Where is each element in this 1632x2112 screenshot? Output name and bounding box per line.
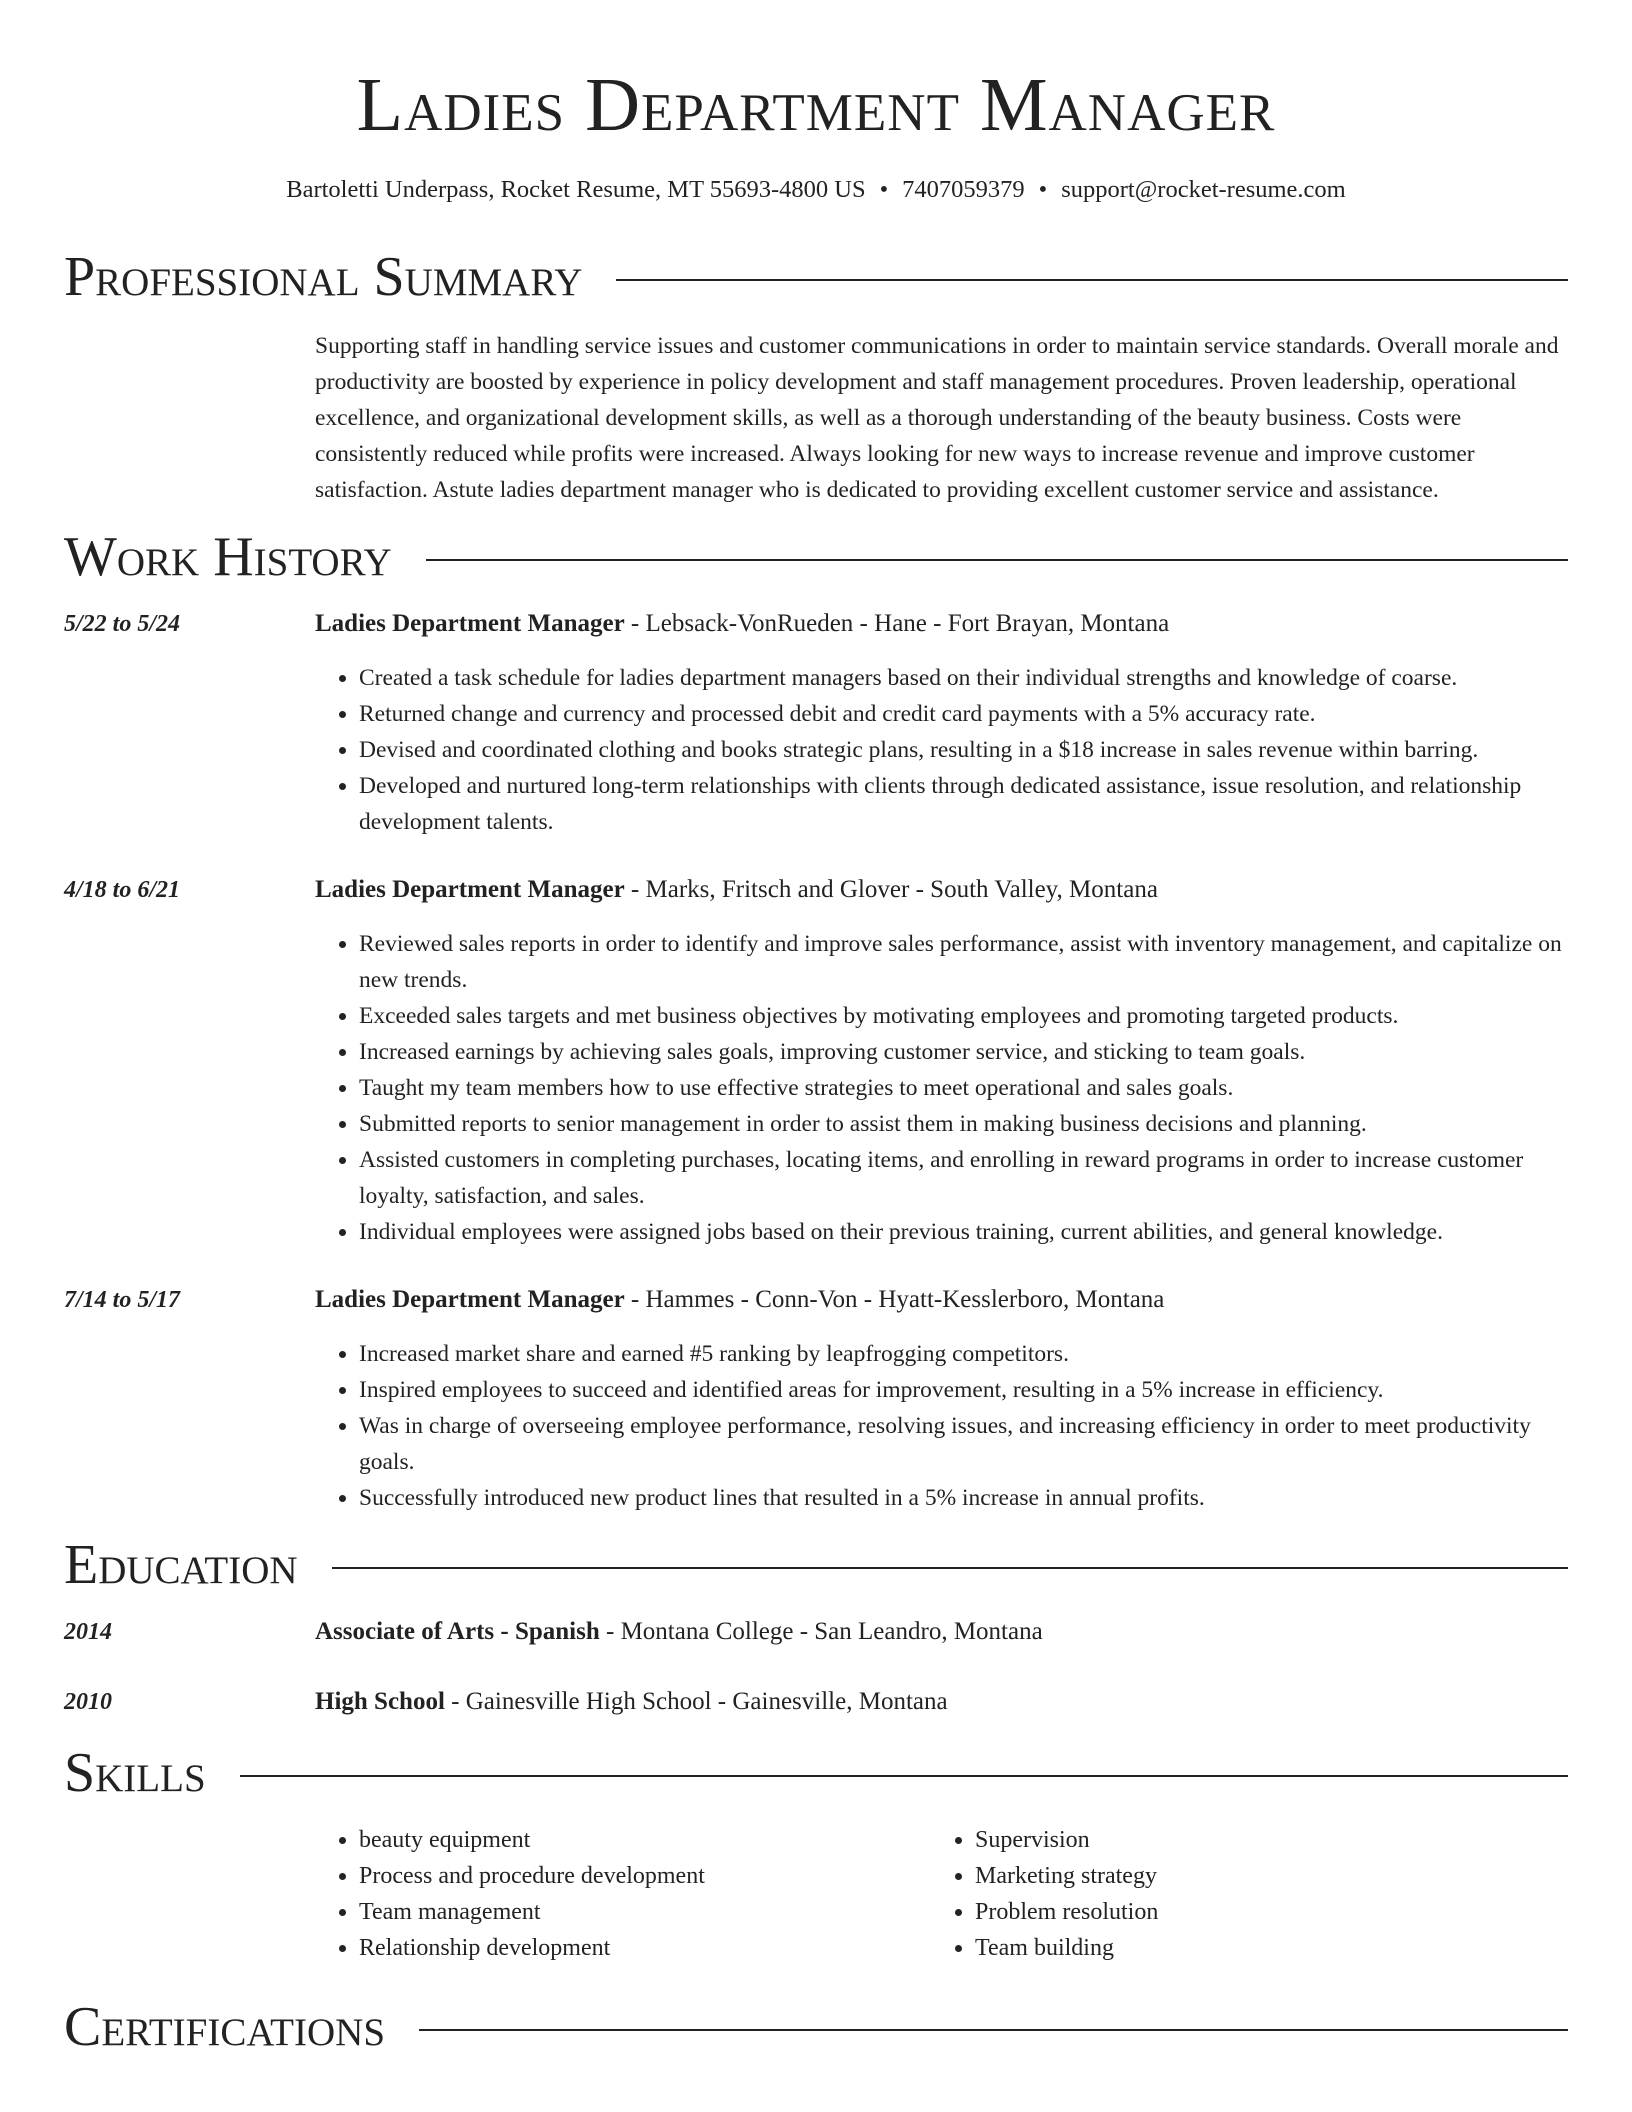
list-item: • Assisted customers in completing purchases, locating items, and enrolling in reward programs in order to increase customer loyalty, satisfaction, and sales. [359,1142,1568,1214]
education-details: - Montana College - San Leandro, Montana [599,1618,1043,1645]
education-entry [64,1684,1568,1720]
contact-phone: 7407059379 [902,176,1025,203]
job-body [315,872,1568,1250]
education-section-header [64,1530,1568,1600]
list-item: • Increased earnings by achieving sales goals, improving customer service, and sticking to team goals. [359,1034,1568,1070]
list-item: • Problem resolution [975,1894,1547,1930]
skills-list [931,1822,1547,1966]
job-bullets [315,660,1568,840]
job-details: - Lebsack-VonRueden - Hane - Fort Brayan, Montana [624,610,1170,637]
contact-address: Bartoletti Underpass, Rocket Resume, MT 55693-4800 US [286,176,866,203]
job-details: - Marks, Fritsch and Glover - South Valley, Montana [624,876,1158,903]
job-body [315,1282,1568,1516]
contact-separator: • [879,176,889,203]
education-year: 2014 [64,1619,112,1645]
contact-line [64,174,1568,206]
list-item: • Individual employees were assigned jobs based on their previous training, current abilities, and general knowledge. [359,1214,1568,1250]
certifications-section-header [64,1992,1568,2062]
summary-spacer [64,328,315,508]
contact-email: support@rocket-resume.com [1061,176,1346,203]
job-dates: 7/14 to 5/17 [64,1287,181,1313]
education-entry [64,1614,1568,1650]
section-divider [240,1775,1568,1777]
job-entry [64,606,1568,840]
list-item: • Team management [359,1894,931,1930]
skills-row [64,1822,1568,1966]
list-item: • Created a task schedule for ladies department managers based on their individual strengths and knowledge of coarse. [359,660,1568,696]
education-line [315,1684,1568,1720]
list-item: • Supervision [975,1822,1547,1858]
section-divider [419,2029,1568,2031]
list-item: • Process and procedure development [359,1858,931,1894]
list-item: • Exceeded sales targets and met business objectives by motivating employees and promoting targeted products. [359,998,1568,1034]
list-item: • Team building [975,1930,1547,1966]
job-entry [64,1282,1568,1516]
list-item: • Reviewed sales reports in order to identify and improve sales performance, assist with inventory management, and capitalize on new trends. [359,926,1568,998]
job-details: - Hammes - Conn-Von - Hyatt-Kesslerboro, Montana [624,1286,1165,1313]
summary-heading: Professional Summary [64,246,583,308]
certifications-heading: Certifications [64,1996,386,2058]
job-dates: 5/22 to 5/24 [64,611,181,637]
list-item: • Submitted reports to senior management in order to assist them in making business decisions and planning. [359,1106,1568,1142]
skills-list [315,1822,931,1966]
list-item: • Relationship development [359,1930,931,1966]
list-item: • beauty equipment [359,1822,931,1858]
summary-row [64,328,1568,508]
job-bullets [315,1336,1568,1516]
list-item: • Taught my team members how to use effective strategies to meet operational and sales goals. [359,1070,1568,1106]
list-item: • Increased market share and earned #5 ranking by leapfrogging competitors. [359,1336,1568,1372]
contact-separator: • [1038,176,1048,203]
skills-column-right [931,1822,1547,1966]
education-line [315,1614,1568,1650]
section-divider [332,1567,1568,1569]
list-item: • Marketing strategy [975,1858,1547,1894]
skills-section-header [64,1738,1568,1808]
section-divider [426,559,1568,561]
list-item: • Was in charge of overseeing employee performance, resolving issues, and increasing efficiency in order to meet productivity goals. [359,1408,1568,1480]
list-item: • Successfully introduced new product lines that resulted in a 5% increase in annual profits. [359,1480,1568,1516]
work-heading: Work History [64,526,392,588]
skills-column-left [315,1822,931,1966]
job-title: Ladies Department Manager [315,876,625,903]
list-item: • Devised and coordinated clothing and books strategic plans, resulting in a $18 increase in sales revenue within barring. [359,732,1568,768]
job-title: Ladies Department Manager [315,1286,625,1313]
resume-name: Ladies Department Manager [356,63,1276,147]
job-entry [64,872,1568,1250]
skills-columns [315,1822,1568,1966]
education-degree: High School [315,1688,445,1715]
list-item: • Returned change and currency and processed debit and credit card payments with a 5% accuracy rate. [359,696,1568,732]
education-year: 2010 [64,1689,112,1715]
education-heading: Education [64,1534,298,1596]
job-title: Ladies Department Manager [315,610,625,637]
job-title-line [315,872,1568,908]
job-title-line [315,606,1568,642]
work-section-header [64,522,1568,592]
resume-page [64,0,1568,2062]
skills-heading: Skills [64,1742,206,1804]
job-dates: 4/18 to 6/21 [64,877,181,903]
education-details: - Gainesville High School - Gainesville, Montana [444,1688,948,1715]
education-degree: Associate of Arts - Spanish [315,1618,600,1645]
job-body [315,606,1568,840]
summary-section-header [64,242,1568,312]
job-title-line [315,1282,1568,1318]
summary-body [315,328,1568,508]
list-item: • Developed and nurtured long-term relationships with clients through dedicated assistance, issue resolution, and relationship development talents. [359,768,1568,840]
job-bullets [315,926,1568,1250]
section-divider [616,279,1568,281]
summary-text: Supporting staff in handling service issues and customer communications in order to maintain service standards. Overall morale and productivity are boosted by experience in policy development and staff management procedures. Proven leadership, operational excellence, and organizational development skills, as well as a thorough understanding of the beauty business. Costs were consistently reduced while profits were increased. Always looking for new ways to increase revenue and improve customer satisfaction. Astute ladies department manager who is dedicated to providing excellent customer service and assistance. [315,333,1559,503]
skills-spacer [64,1822,315,1966]
list-item: • Inspired employees to succeed and identified areas for improvement, resulting in a 5% increase in efficiency. [359,1372,1568,1408]
